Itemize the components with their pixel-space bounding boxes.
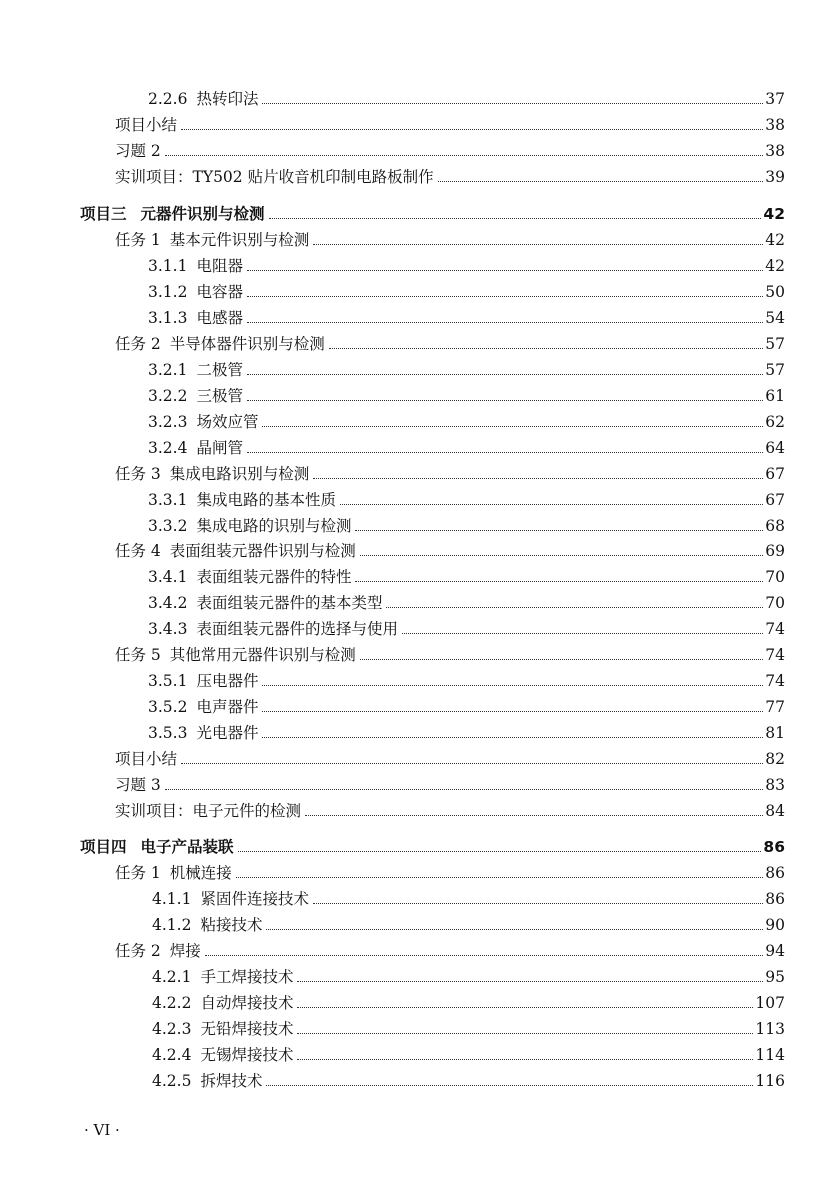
toc-entry-title: 电感器 [196, 309, 243, 327]
toc-entry[interactable] [148, 486, 785, 510]
dot-leader [181, 763, 763, 764]
dot-leader [266, 1085, 753, 1086]
toc-entry-page: 113 [755, 1020, 785, 1038]
dot-leader [165, 789, 763, 790]
toc-entry-page: 62 [765, 413, 785, 431]
toc-entry-title: 表面组装元器件的基本类型 [196, 594, 383, 612]
toc-entry-number: 3.2.4 [148, 439, 188, 457]
toc-entry-page: 50 [765, 283, 785, 301]
toc-task[interactable] [115, 537, 785, 561]
dot-leader [297, 1059, 753, 1060]
dot-leader [269, 218, 762, 219]
page-number-footer: · VI · [84, 1121, 120, 1139]
toc-entry[interactable] [115, 797, 785, 821]
toc-task-number: 任务 5 [115, 646, 161, 664]
toc-chapter-number: 项目三 [80, 205, 127, 223]
toc-entry-page: 107 [755, 994, 785, 1012]
toc-entry-page: 74 [765, 672, 785, 690]
toc-entry-number: 3.2.3 [148, 413, 188, 431]
toc-entry-page: 38 [765, 116, 785, 134]
toc-entry-title: 电容器 [196, 283, 243, 301]
toc-entry-title: 二极管 [196, 361, 243, 379]
dot-leader [360, 659, 763, 660]
toc-entry-title: 无铅焊接技术 [200, 1020, 294, 1038]
toc-entry-page: 116 [755, 1072, 785, 1090]
toc-entry-number: 3.1.3 [148, 309, 188, 327]
toc-entry-page: 83 [765, 776, 785, 794]
toc-entry[interactable] [148, 85, 785, 109]
toc-entry-title: 光电器件 [196, 724, 259, 742]
toc-entry-page: 90 [765, 916, 785, 934]
toc-task-number: 任务 2 [115, 335, 161, 353]
toc-entry-title: 粘接技术 [200, 916, 263, 934]
toc-chapter-title: 元器件识别与检测 [140, 205, 265, 223]
dot-leader [355, 530, 763, 531]
toc-entry[interactable] [115, 163, 785, 187]
toc-entry-title: 热转印法 [196, 90, 259, 108]
toc-chapter-title: 电子产品装联 [140, 838, 234, 856]
toc-entry-number: 3.5.1 [148, 672, 188, 690]
toc-task-number: 任务 2 [115, 942, 161, 960]
toc-entry-page: 86 [765, 890, 785, 908]
toc-entry[interactable] [152, 1041, 785, 1065]
dot-leader [262, 426, 763, 427]
toc-entry-number: 2.2.6 [148, 90, 188, 108]
toc-entry-title: 晶闸管 [196, 439, 243, 457]
toc-chapter-number: 项目四 [80, 838, 127, 856]
toc-entry-page: 38 [765, 142, 785, 160]
toc-entry-page: 70 [765, 568, 785, 586]
toc-entry-number: 4.2.1 [152, 968, 192, 986]
dot-leader [247, 452, 763, 453]
dot-leader [238, 851, 762, 852]
dot-leader [165, 155, 763, 156]
dot-leader [329, 348, 763, 349]
toc-entry[interactable] [115, 137, 785, 161]
toc-entry[interactable] [148, 512, 785, 536]
toc-entry-number: 3.1.1 [148, 257, 188, 275]
dot-leader [305, 815, 763, 816]
toc-entry-page: 84 [765, 802, 785, 820]
toc-entry-number: 3.3.1 [148, 491, 188, 509]
dot-leader [247, 322, 763, 323]
toc-entry-number: 3.4.2 [148, 594, 188, 612]
toc-entry-number: 3.5.3 [148, 724, 188, 742]
toc-task-page: 69 [765, 542, 785, 560]
toc-entry[interactable] [152, 911, 785, 935]
toc-chapter-page: 86 [763, 838, 785, 856]
toc-task-page: 74 [765, 646, 785, 664]
toc-entry-page: 37 [765, 90, 785, 108]
toc-entry-title: 压电器件 [196, 672, 259, 690]
toc-entry-page: 74 [765, 620, 785, 638]
toc-entry-number: 3.4.1 [148, 568, 188, 586]
toc-chapter-page: 42 [763, 205, 785, 223]
toc-task-number: 任务 4 [115, 542, 161, 560]
toc-entry-title: 自动焊接技术 [200, 994, 294, 1012]
dot-leader [205, 955, 763, 956]
toc-entry-number: 3.3.2 [148, 517, 188, 535]
toc-entry-page: 54 [765, 309, 785, 327]
toc-entry[interactable] [148, 693, 785, 717]
toc-task[interactable] [115, 226, 785, 250]
toc-entry-number: 4.1.1 [152, 890, 192, 908]
dot-leader [247, 296, 763, 297]
toc-entry[interactable] [148, 589, 785, 613]
toc-entry-title: 表面组装元器件的特性 [196, 568, 352, 586]
toc-entry[interactable] [148, 408, 785, 432]
toc-entry-page: 42 [765, 257, 785, 275]
toc-task-page: 42 [765, 231, 785, 249]
toc-entry-page: 70 [765, 594, 785, 612]
toc-entry-page: 82 [765, 750, 785, 768]
toc-entry-page: 77 [765, 698, 785, 716]
toc-entry[interactable] [148, 382, 785, 406]
dot-leader [297, 1007, 753, 1008]
toc-task-page: 86 [765, 864, 785, 882]
toc-entry-number: 3.2.2 [148, 387, 188, 405]
dot-leader [313, 903, 763, 904]
toc-entry[interactable] [148, 278, 785, 302]
toc-task-number: 任务 1 [115, 864, 161, 882]
dot-leader [340, 504, 763, 505]
toc-entry-page: 64 [765, 439, 785, 457]
dot-leader [266, 929, 763, 930]
toc-entry-title: 实训项目：TY502 贴片收音机印制电路板制作 [115, 168, 434, 186]
toc-task-title: 机械连接 [169, 864, 232, 882]
toc-entry[interactable] [152, 885, 785, 909]
toc-entry-title: 实训项目：电子元件的检测 [115, 802, 302, 820]
dot-leader [402, 633, 763, 634]
toc-entry[interactable] [148, 563, 785, 587]
dot-leader [247, 374, 763, 375]
dot-leader [181, 129, 763, 130]
toc-entry-title: 项目小结 [115, 116, 178, 134]
dot-leader [236, 877, 763, 878]
toc-entry-title: 电阻器 [196, 257, 243, 275]
toc-entry-number: 4.1.2 [152, 916, 192, 934]
toc-task[interactable] [115, 641, 785, 665]
toc-entry-title: 无锡焊接技术 [200, 1046, 294, 1064]
toc-task[interactable] [115, 937, 785, 961]
toc-entry-title: 三极管 [196, 387, 243, 405]
toc-entry-number: 4.2.2 [152, 994, 192, 1012]
toc-entry-number: 4.2.4 [152, 1046, 192, 1064]
toc-entry-title: 项目小结 [115, 750, 178, 768]
toc-entry-page: 39 [765, 168, 785, 186]
toc-entry-page: 114 [755, 1046, 785, 1064]
toc-entry-number: 3.1.2 [148, 283, 188, 301]
toc-entry[interactable] [148, 667, 785, 691]
toc-entry-page: 67 [765, 491, 785, 509]
toc-entry-number: 3.4.3 [148, 620, 188, 638]
toc-task-number: 任务 3 [115, 465, 161, 483]
dot-leader [262, 685, 763, 686]
toc-entry[interactable] [152, 1067, 785, 1091]
toc-chapter[interactable] [80, 833, 785, 857]
toc-task-title: 基本元件识别与检测 [169, 231, 310, 249]
toc-task-title: 集成电路识别与检测 [169, 465, 310, 483]
toc-task-title: 其他常用元器件识别与检测 [169, 646, 356, 664]
dot-leader [262, 737, 763, 738]
dot-leader [297, 1033, 753, 1034]
dot-leader [262, 711, 763, 712]
dot-leader [355, 581, 763, 582]
toc-entry-page: 81 [765, 724, 785, 742]
toc-entry[interactable] [115, 111, 785, 135]
toc-entry-title: 表面组装元器件的选择与使用 [196, 620, 398, 638]
toc-entry-title: 习题 2 [115, 142, 161, 160]
dot-leader [297, 981, 763, 982]
toc-entry-title: 紧固件连接技术 [200, 890, 309, 908]
toc-task-title: 焊接 [169, 942, 201, 960]
toc-task[interactable] [115, 330, 785, 354]
toc-entry-title: 场效应管 [196, 413, 259, 431]
dot-leader [438, 181, 764, 182]
toc-task-page: 67 [765, 465, 785, 483]
toc-task-title: 半导体器件识别与检测 [169, 335, 325, 353]
toc-entry[interactable] [148, 719, 785, 743]
toc-entry-number: 3.5.2 [148, 698, 188, 716]
toc-entry[interactable] [148, 615, 785, 639]
toc-chapter[interactable] [80, 200, 785, 224]
toc-entry-page: 61 [765, 387, 785, 405]
toc-entry[interactable] [148, 252, 785, 276]
toc-entry-page: 95 [765, 968, 785, 986]
toc-entry[interactable] [152, 963, 785, 987]
dot-leader [247, 270, 763, 271]
toc-entry[interactable] [148, 434, 785, 458]
toc-entry-title: 电声器件 [196, 698, 259, 716]
toc-entry-title: 集成电路的识别与检测 [196, 517, 352, 535]
toc-entry-title: 手工焊接技术 [200, 968, 294, 986]
toc-entry[interactable] [115, 771, 785, 795]
toc-entry-page: 68 [765, 517, 785, 535]
toc-task[interactable] [115, 460, 785, 484]
toc-entry[interactable] [152, 1015, 785, 1039]
dot-leader [360, 555, 763, 556]
dot-leader [386, 607, 763, 608]
toc-entry-number: 4.2.3 [152, 1020, 192, 1038]
dot-leader [247, 400, 763, 401]
toc-task-title: 表面组装元器件识别与检测 [169, 542, 356, 560]
toc-entry-title: 拆焊技术 [200, 1072, 263, 1090]
dot-leader [313, 244, 763, 245]
toc-entry[interactable] [115, 745, 785, 769]
toc-entry[interactable] [152, 989, 785, 1013]
toc-entry-number: 4.2.5 [152, 1072, 192, 1090]
toc-entry-title: 习题 3 [115, 776, 161, 794]
toc-entry-title: 集成电路的基本性质 [196, 491, 336, 509]
toc-task[interactable] [115, 859, 785, 883]
dot-leader [313, 478, 763, 479]
toc-entry[interactable] [148, 356, 785, 380]
toc-task-page: 57 [765, 335, 785, 353]
dot-leader [262, 103, 763, 104]
toc-entry-number: 3.2.1 [148, 361, 188, 379]
toc-task-page: 94 [765, 942, 785, 960]
toc-entry-page: 57 [765, 361, 785, 379]
toc-task-number: 任务 1 [115, 231, 161, 249]
toc-entry[interactable] [148, 304, 785, 328]
